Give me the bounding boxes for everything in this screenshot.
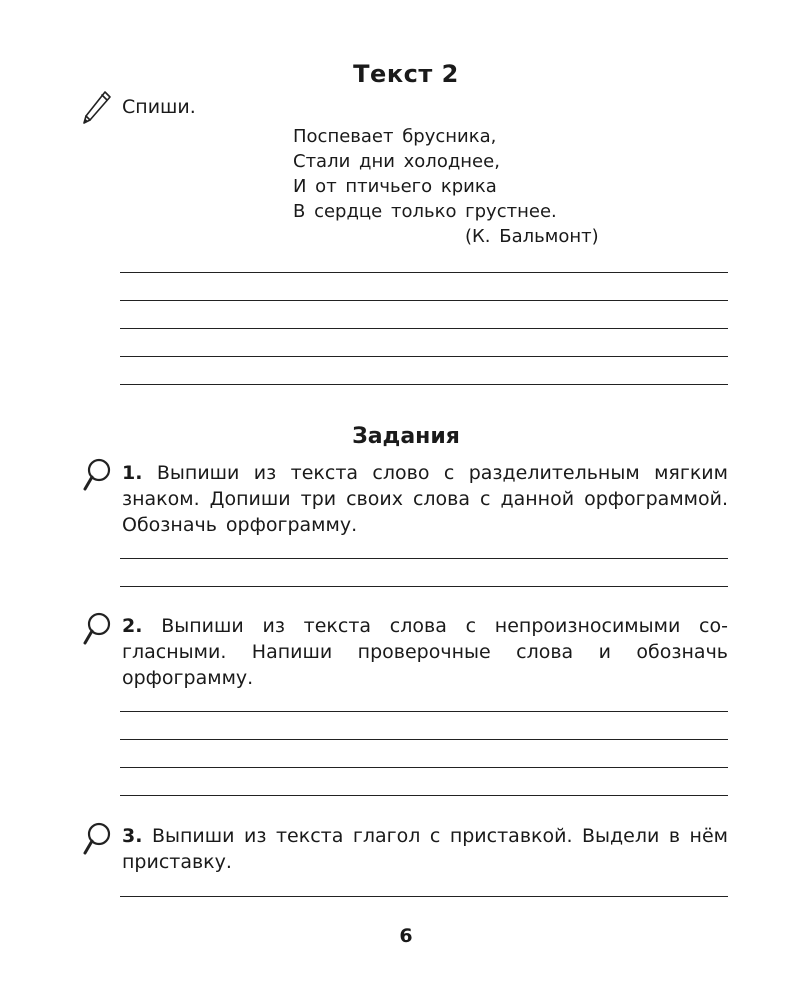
task-number: 3. [122,825,143,847]
writing-line[interactable] [120,711,728,712]
magnifier-icon [78,820,114,862]
pencil-icon [78,88,114,128]
poem-author: (К. Бальмонт) [465,226,599,247]
task-number: 2. [122,615,143,637]
writing-line[interactable] [120,739,728,740]
task-3 [122,823,728,875]
writing-line[interactable] [120,795,728,796]
page-number: 6 [399,925,413,947]
writing-line[interactable] [120,356,728,357]
task-text: Выпиши из текста слова с непроизносимыми согласными. Напиши проверочные слова и обозначь орфограмму. [122,615,728,689]
task-number: 1. [122,462,143,484]
poem-line: И от птичьего крика [293,176,497,197]
tasks-heading: Задания [352,424,460,449]
page-title: Текст 2 [353,60,459,88]
task-text: Выпиши из текста слово с разделительным мягким знаком. Допиши три своих слова с данной орфограммой. Обозначь орфограмму. [122,462,728,536]
task-2 [122,613,728,691]
poem-line: Стали дни холоднее, [293,151,500,172]
poem-line: Поспевает брусника, [293,126,497,147]
poem [293,124,599,249]
task-text: Выпиши из текста глагол с приставкой. Выдели в нём приставку. [122,825,729,873]
instruction-text: Спиши. [122,96,196,118]
task-1 [122,460,728,538]
poem-line: В сердце только грустнее. [293,201,557,222]
writing-line[interactable] [120,328,728,329]
writing-line[interactable] [120,384,728,385]
writing-line[interactable] [120,586,728,587]
writing-line[interactable] [120,896,728,897]
writing-line[interactable] [120,300,728,301]
writing-line[interactable] [120,272,728,273]
writing-line[interactable] [120,767,728,768]
writing-line[interactable] [120,558,728,559]
magnifier-icon [78,456,114,498]
magnifier-icon [78,610,114,652]
